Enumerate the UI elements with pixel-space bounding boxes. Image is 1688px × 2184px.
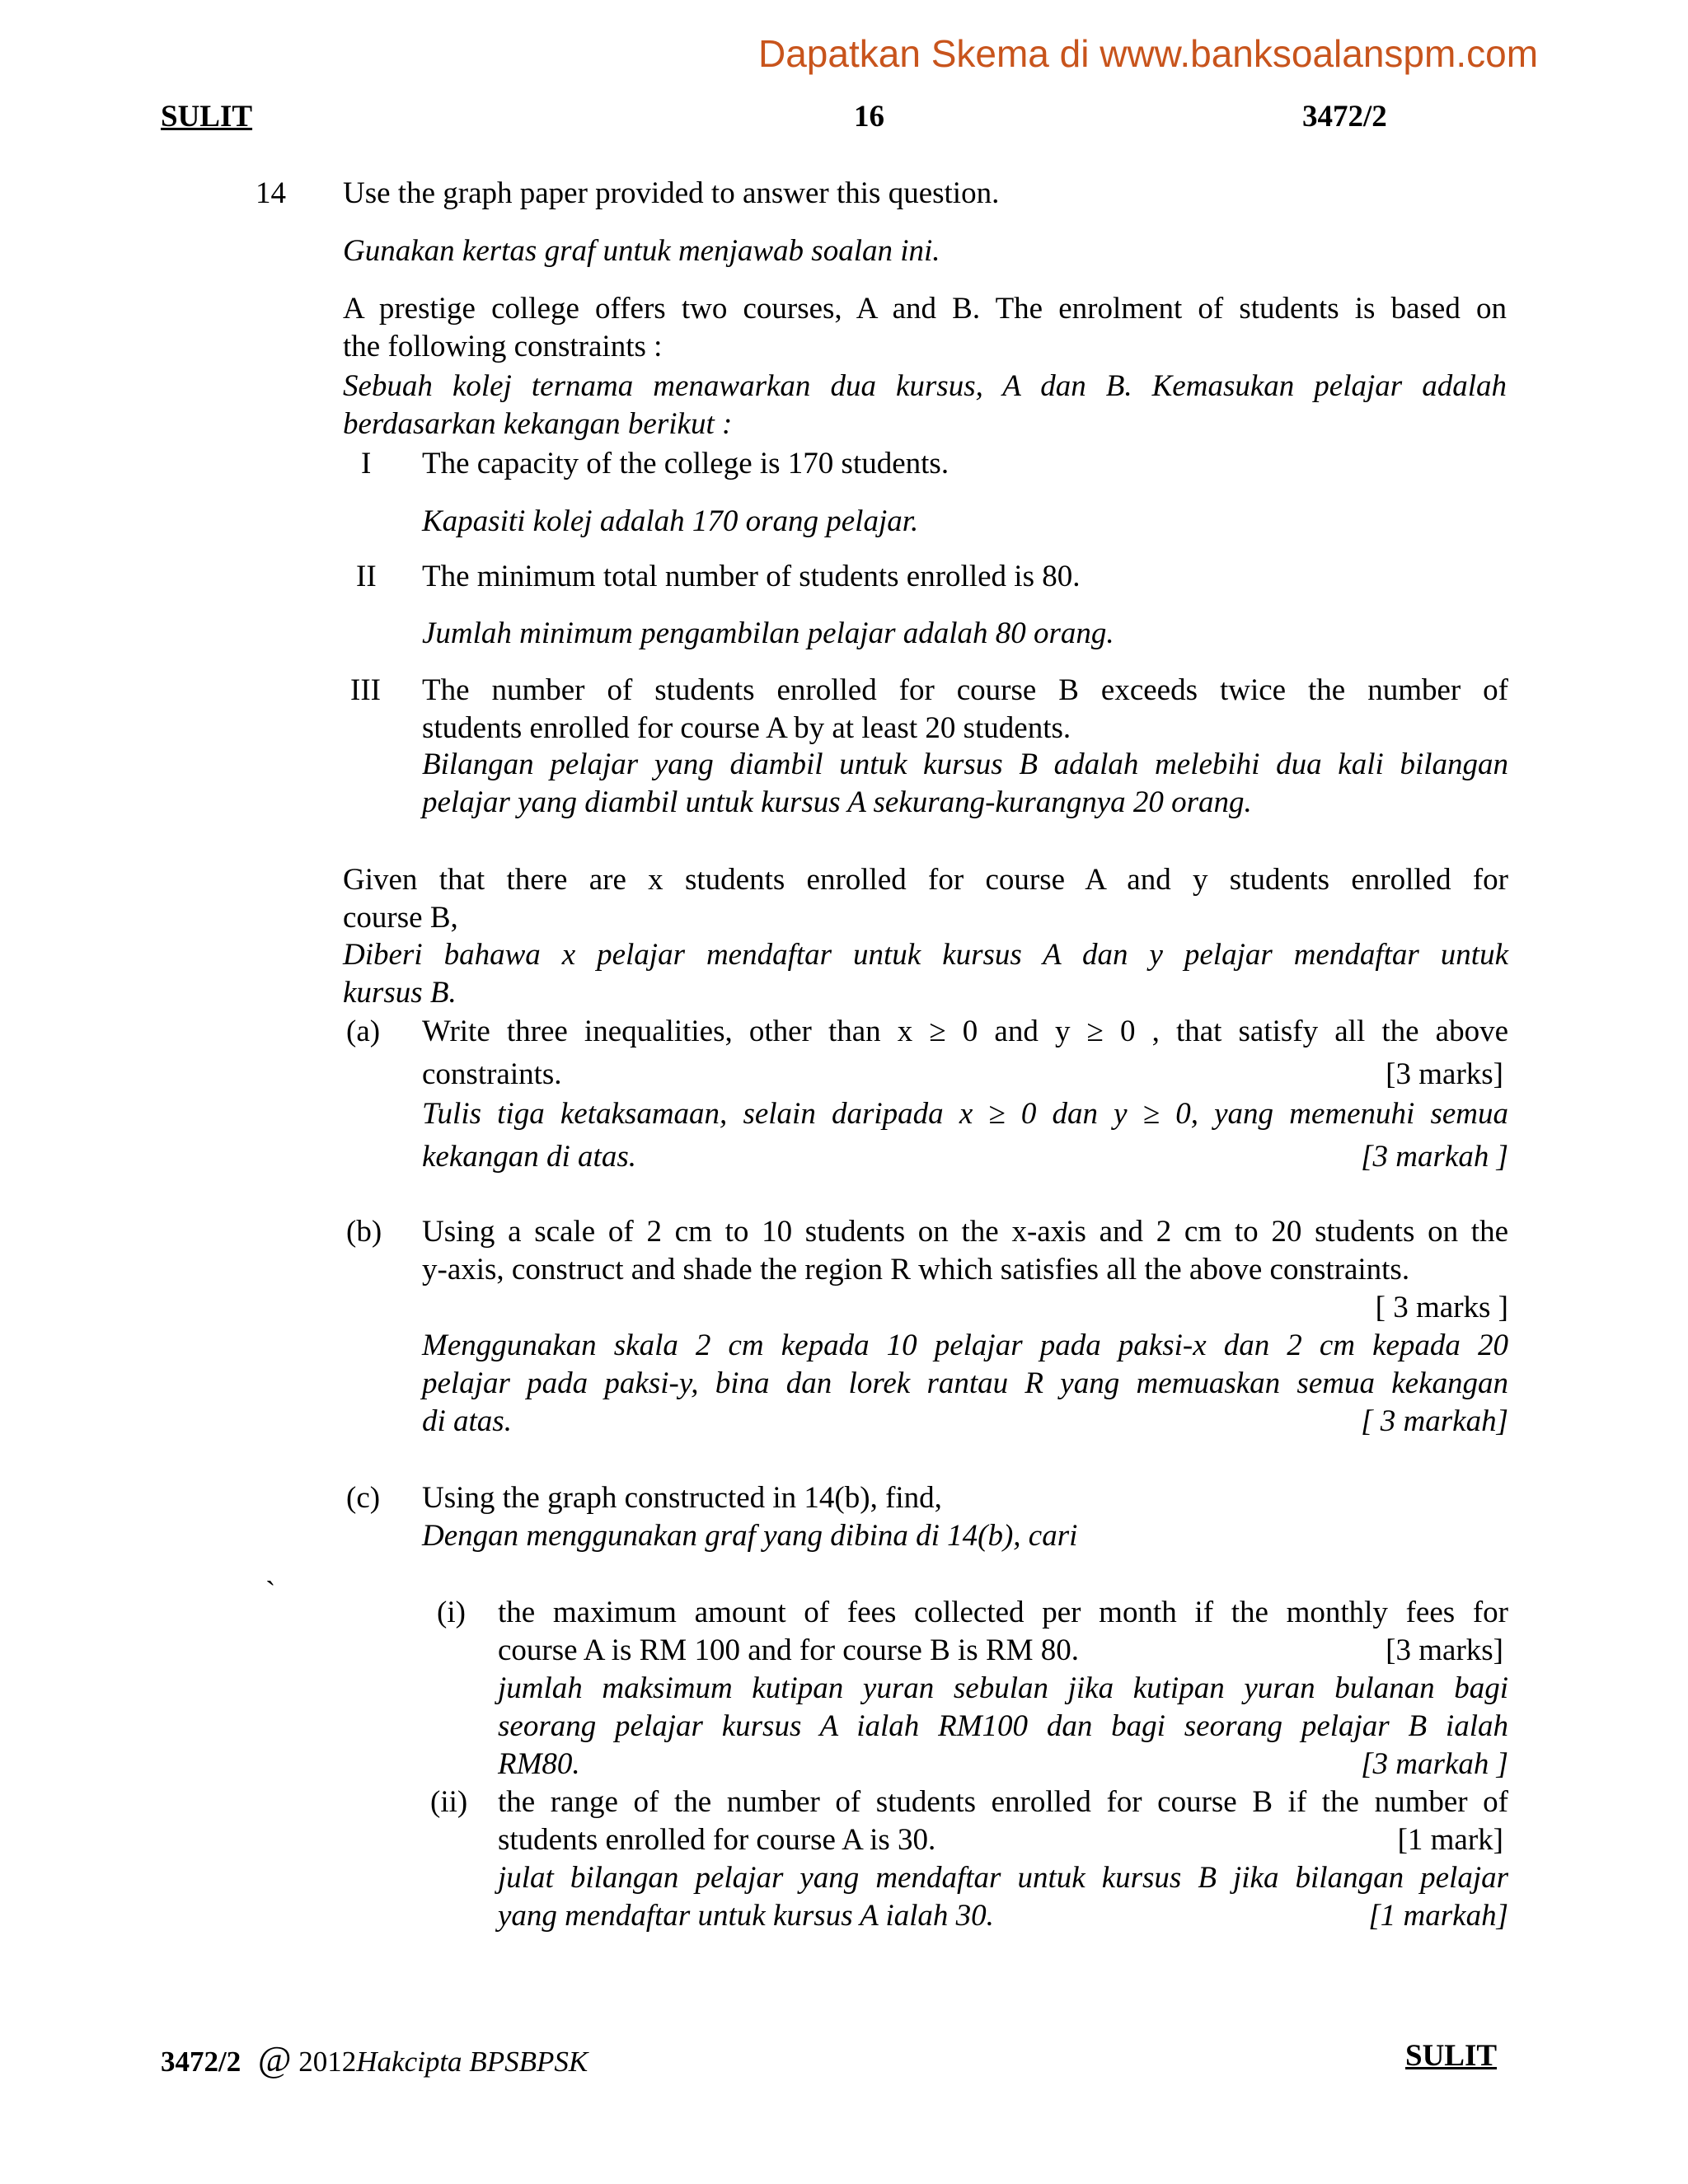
part-a-en-line: Write three inequalities, other than x ≥ 0 and y ≥ 0 , that satisfy all the above: [422, 1015, 1508, 1048]
part-a-label: (a): [346, 1015, 381, 1048]
part-c-i-en-line: course A is RM 100 and for course B is RM 80.: [498, 1633, 1080, 1667]
part-c-en: Using the graph constructed in 14(b), find,: [422, 1481, 942, 1515]
given-en-line: Given that there are x students enrolled for course A and y students enrolled for: [343, 863, 1508, 897]
page-number: 16: [854, 100, 884, 134]
part-c-i-ms-row: [498, 1746, 1508, 1783]
part-c-ii-ms-row: [498, 1897, 1508, 1935]
constraint-text-en: [422, 672, 1508, 748]
intro-en-line: the following constraints :: [343, 330, 663, 363]
intro-ms-line: berdasarkan kekangan berikut :: [343, 407, 733, 441]
part-c-ii-ms-line: julat bilangan pelajar yang mendaftar untuk kursus B jika bilangan pelajar: [498, 1861, 1508, 1895]
paper-code: 3472/2: [1302, 100, 1387, 134]
watermark-link: Dapatkan Skema di www.banksoalanspm.com: [758, 32, 1539, 75]
part-a-ms-line: Tulis tiga ketaksamaan, selain daripada x ≥ 0 dan y ≥ 0, yang memenuhi semua: [422, 1097, 1508, 1131]
constraint-text-en: The minimum total number of students enrolled is 80.: [422, 560, 1081, 593]
instruction-ms: Gunakan kertas graf untuk menjawab soalan ini.: [343, 234, 940, 268]
constraint-text-ms: Kapasiti kolej adalah 170 orang pelajar.: [422, 504, 919, 538]
constraint-text-ms: Jumlah minimum pengambilan pelajar adalah 80 orang.: [422, 616, 1114, 650]
part-c-ii-en-line: students enrolled for course A is 30.: [498, 1823, 936, 1857]
footer-code: 3472/2: [161, 2046, 241, 2078]
given-ms: [343, 936, 1508, 1012]
part-b-ms-row: [422, 1403, 1508, 1441]
part-b-ms: [422, 1327, 1508, 1441]
part-c-ii-ms-line: yang mendaftar untuk kursus A ialah 30.: [498, 1899, 994, 1933]
given-en: [343, 861, 1508, 937]
stray-mark: `: [265, 1576, 276, 1610]
footer-year: 2012: [298, 2046, 357, 2078]
intro-ms-line: Sebuah kolej ternama menawarkan dua kursus, A dan B. Kemasukan pelajar adalah: [343, 369, 1507, 403]
part-a-markah: [3 markah ]: [1361, 1140, 1508, 1174]
part-c-i-en: [498, 1594, 1508, 1670]
part-a-ms-line: kekangan di atas.: [422, 1140, 636, 1174]
constraint-number: I: [361, 447, 372, 480]
part-c-i-en-line: the maximum amount of fees collected per month if the monthly fees for: [498, 1596, 1508, 1629]
part-c-ii-marks: [1 mark]: [1397, 1823, 1503, 1857]
constraint-number: III: [350, 673, 381, 707]
constraint-line: students enrolled for course A by at least 20 students.: [422, 711, 1071, 745]
part-c-i-en-row: [498, 1632, 1508, 1670]
given-en-line: course B,: [343, 901, 458, 935]
part-b-ms-line: di atas.: [422, 1404, 512, 1438]
given-ms-line: Diberi bahawa x pelajar mendaftar untuk kursus A dan y pelajar mendaftar untuk: [343, 938, 1508, 972]
footer-copyright: Hakcipta BPSBPSK: [356, 2046, 588, 2078]
part-c-ms: Dengan menggunakan graf yang dibina di 14(b), cari: [422, 1519, 1078, 1553]
part-c-i-ms-line: jumlah maksimum kutipan yuran sebulan jika kutipan yuran bulanan bagi: [498, 1671, 1508, 1705]
part-c-i-ms: [498, 1670, 1508, 1783]
footer-left: [161, 2038, 588, 2080]
constraint-number: II: [356, 560, 377, 593]
part-c-ii-ms: [498, 1859, 1508, 1935]
part-c-ii-label: (ii): [430, 1785, 468, 1819]
header-sulit: SULIT: [161, 100, 253, 134]
part-b-marks: [ 3 marks ]: [1375, 1291, 1508, 1324]
part-c-ii-en-row: [498, 1821, 1508, 1859]
part-a-en-line: constraints.: [422, 1057, 562, 1091]
part-c-label: (c): [346, 1481, 381, 1515]
constraint-line: Bilangan pelajar yang diambil untuk kursus B adalah melebihi dua kali bilangan: [422, 748, 1508, 781]
part-c-i-ms-line: seorang pelajar kursus A ialah RM100 dan bagi seorang pelajar B ialah: [498, 1709, 1508, 1743]
part-b-ms-line: pelajar pada paksi-y, bina dan lorek rantau R yang memuaskan semua kekangan: [422, 1366, 1508, 1400]
part-c-ii-en-line: the range of the number of students enrolled for course B if the number of: [498, 1785, 1508, 1819]
constraint-text-en: The capacity of the college is 170 students.: [422, 447, 950, 480]
part-b-markah: [ 3 markah]: [1361, 1404, 1508, 1438]
intro-en: [343, 290, 1507, 366]
part-c-i-label: (i): [437, 1596, 466, 1629]
part-a-ms-row: [422, 1138, 1508, 1176]
intro-en-line: A prestige college offers two courses, A and B. The enrolment of students is based on: [343, 292, 1507, 326]
part-a-ms: [422, 1095, 1508, 1176]
question-number: 14: [256, 176, 286, 210]
footer-at: @: [257, 2039, 292, 2079]
part-b-en-line: y-axis, construct and shade the region R which satisfies all the above constraints.: [422, 1253, 1410, 1286]
part-a-en: [422, 1013, 1508, 1094]
part-c-i-ms-line: RM80.: [498, 1747, 580, 1781]
part-a-marks: [3 marks]: [1386, 1057, 1503, 1091]
part-b-marks-row: [422, 1289, 1508, 1327]
part-b-en: [422, 1213, 1508, 1327]
intro-ms: [343, 368, 1507, 443]
part-a-en-row: [422, 1056, 1508, 1094]
part-b-en-line: Using a scale of 2 cm to 10 students on the x-axis and 2 cm to 20 students on the: [422, 1215, 1508, 1249]
footer-sulit: SULIT: [1405, 2039, 1498, 2073]
given-ms-line: kursus B.: [343, 976, 457, 1010]
part-b-ms-line: Menggunakan skala 2 cm kepada 10 pelajar pada paksi-x dan 2 cm kepada 20: [422, 1329, 1508, 1362]
part-c-ii-markah: [1 markah]: [1368, 1899, 1508, 1933]
instruction-en: Use the graph paper provided to answer this question.: [343, 176, 1000, 210]
part-c-i-markah: [3 markah ]: [1361, 1747, 1508, 1781]
part-b-label: (b): [346, 1215, 382, 1249]
part-c-ii-en: [498, 1783, 1508, 1859]
constraint-text-ms: [422, 746, 1508, 822]
constraint-line: The number of students enrolled for course B exceeds twice the number of: [422, 673, 1508, 707]
constraint-line: pelajar yang diambil untuk kursus A sekurang-kurangnya 20 orang.: [422, 785, 1252, 819]
part-c-i-marks: [3 marks]: [1386, 1633, 1503, 1667]
